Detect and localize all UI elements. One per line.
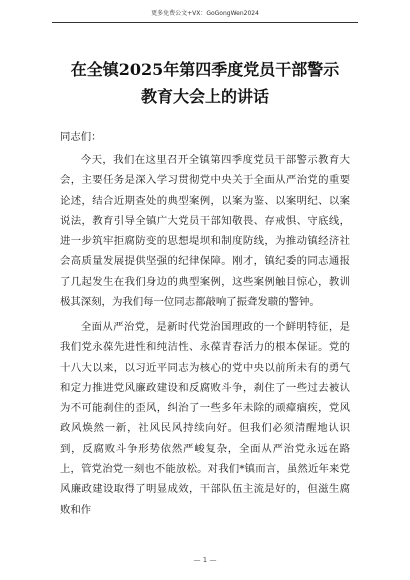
page-number: — 1 — <box>193 556 217 564</box>
document-title: 在全镇2025年第四季度党员干部警示教育大会上的讲话 <box>70 60 340 106</box>
paragraph-2: 全面从严治党，是新时代党治国理政的一个鲜明特征，是我们党永葆先进性和纯洁性、永葆青春活力的根本保证。党的十八大以来，以习近平同志为核心的党中央以前所未有的勇气和定力推进党风廉政建设和反腐败斗争，刹住了一些过去被认为不可能刹住的歪风，纠治了一些多年未除的顽瘴痼疾，党风政风焕然一新，社风民风持续向好。但我们必须清醒地认识到，反腐败斗争形势依然严峻复杂，全面从严治党永远在路上，管党治党一刻也不能放松。对我们*镇而言，虽然近年来党风廉政建设取得了明显成效，干部队伍主流是好的，但滋生腐败和作 <box>60 321 350 516</box>
salutation: 同志们： <box>60 131 102 143</box>
header-rule <box>52 22 358 23</box>
paragraph-1: 今天，我们在这里召开全镇第四季度党员干部警示教育大会，主要任务是深入学习贯彻党中央关于全面从严治党的重要论述，结合近期查处的典型案例，以案为鉴、以案明纪、以案说法，教育引导全镇广大党员干部知敬畏、存戒惧、守底线，进一步筑牢拒腐防变的思想堤坝和制度防线，为推动镇经济社会高质量发展提供坚强的纪律保障。刚才，镇纪委的同志通报了几起发生在我们身边的典型案例，这些案例触目惊心，教训极其深刻，为我们每一位同志都敲响了振聋发聩的警钟。 <box>60 154 350 309</box>
page-header: 更多免费公文+VX：GoGongWen2024 <box>151 10 259 17</box>
